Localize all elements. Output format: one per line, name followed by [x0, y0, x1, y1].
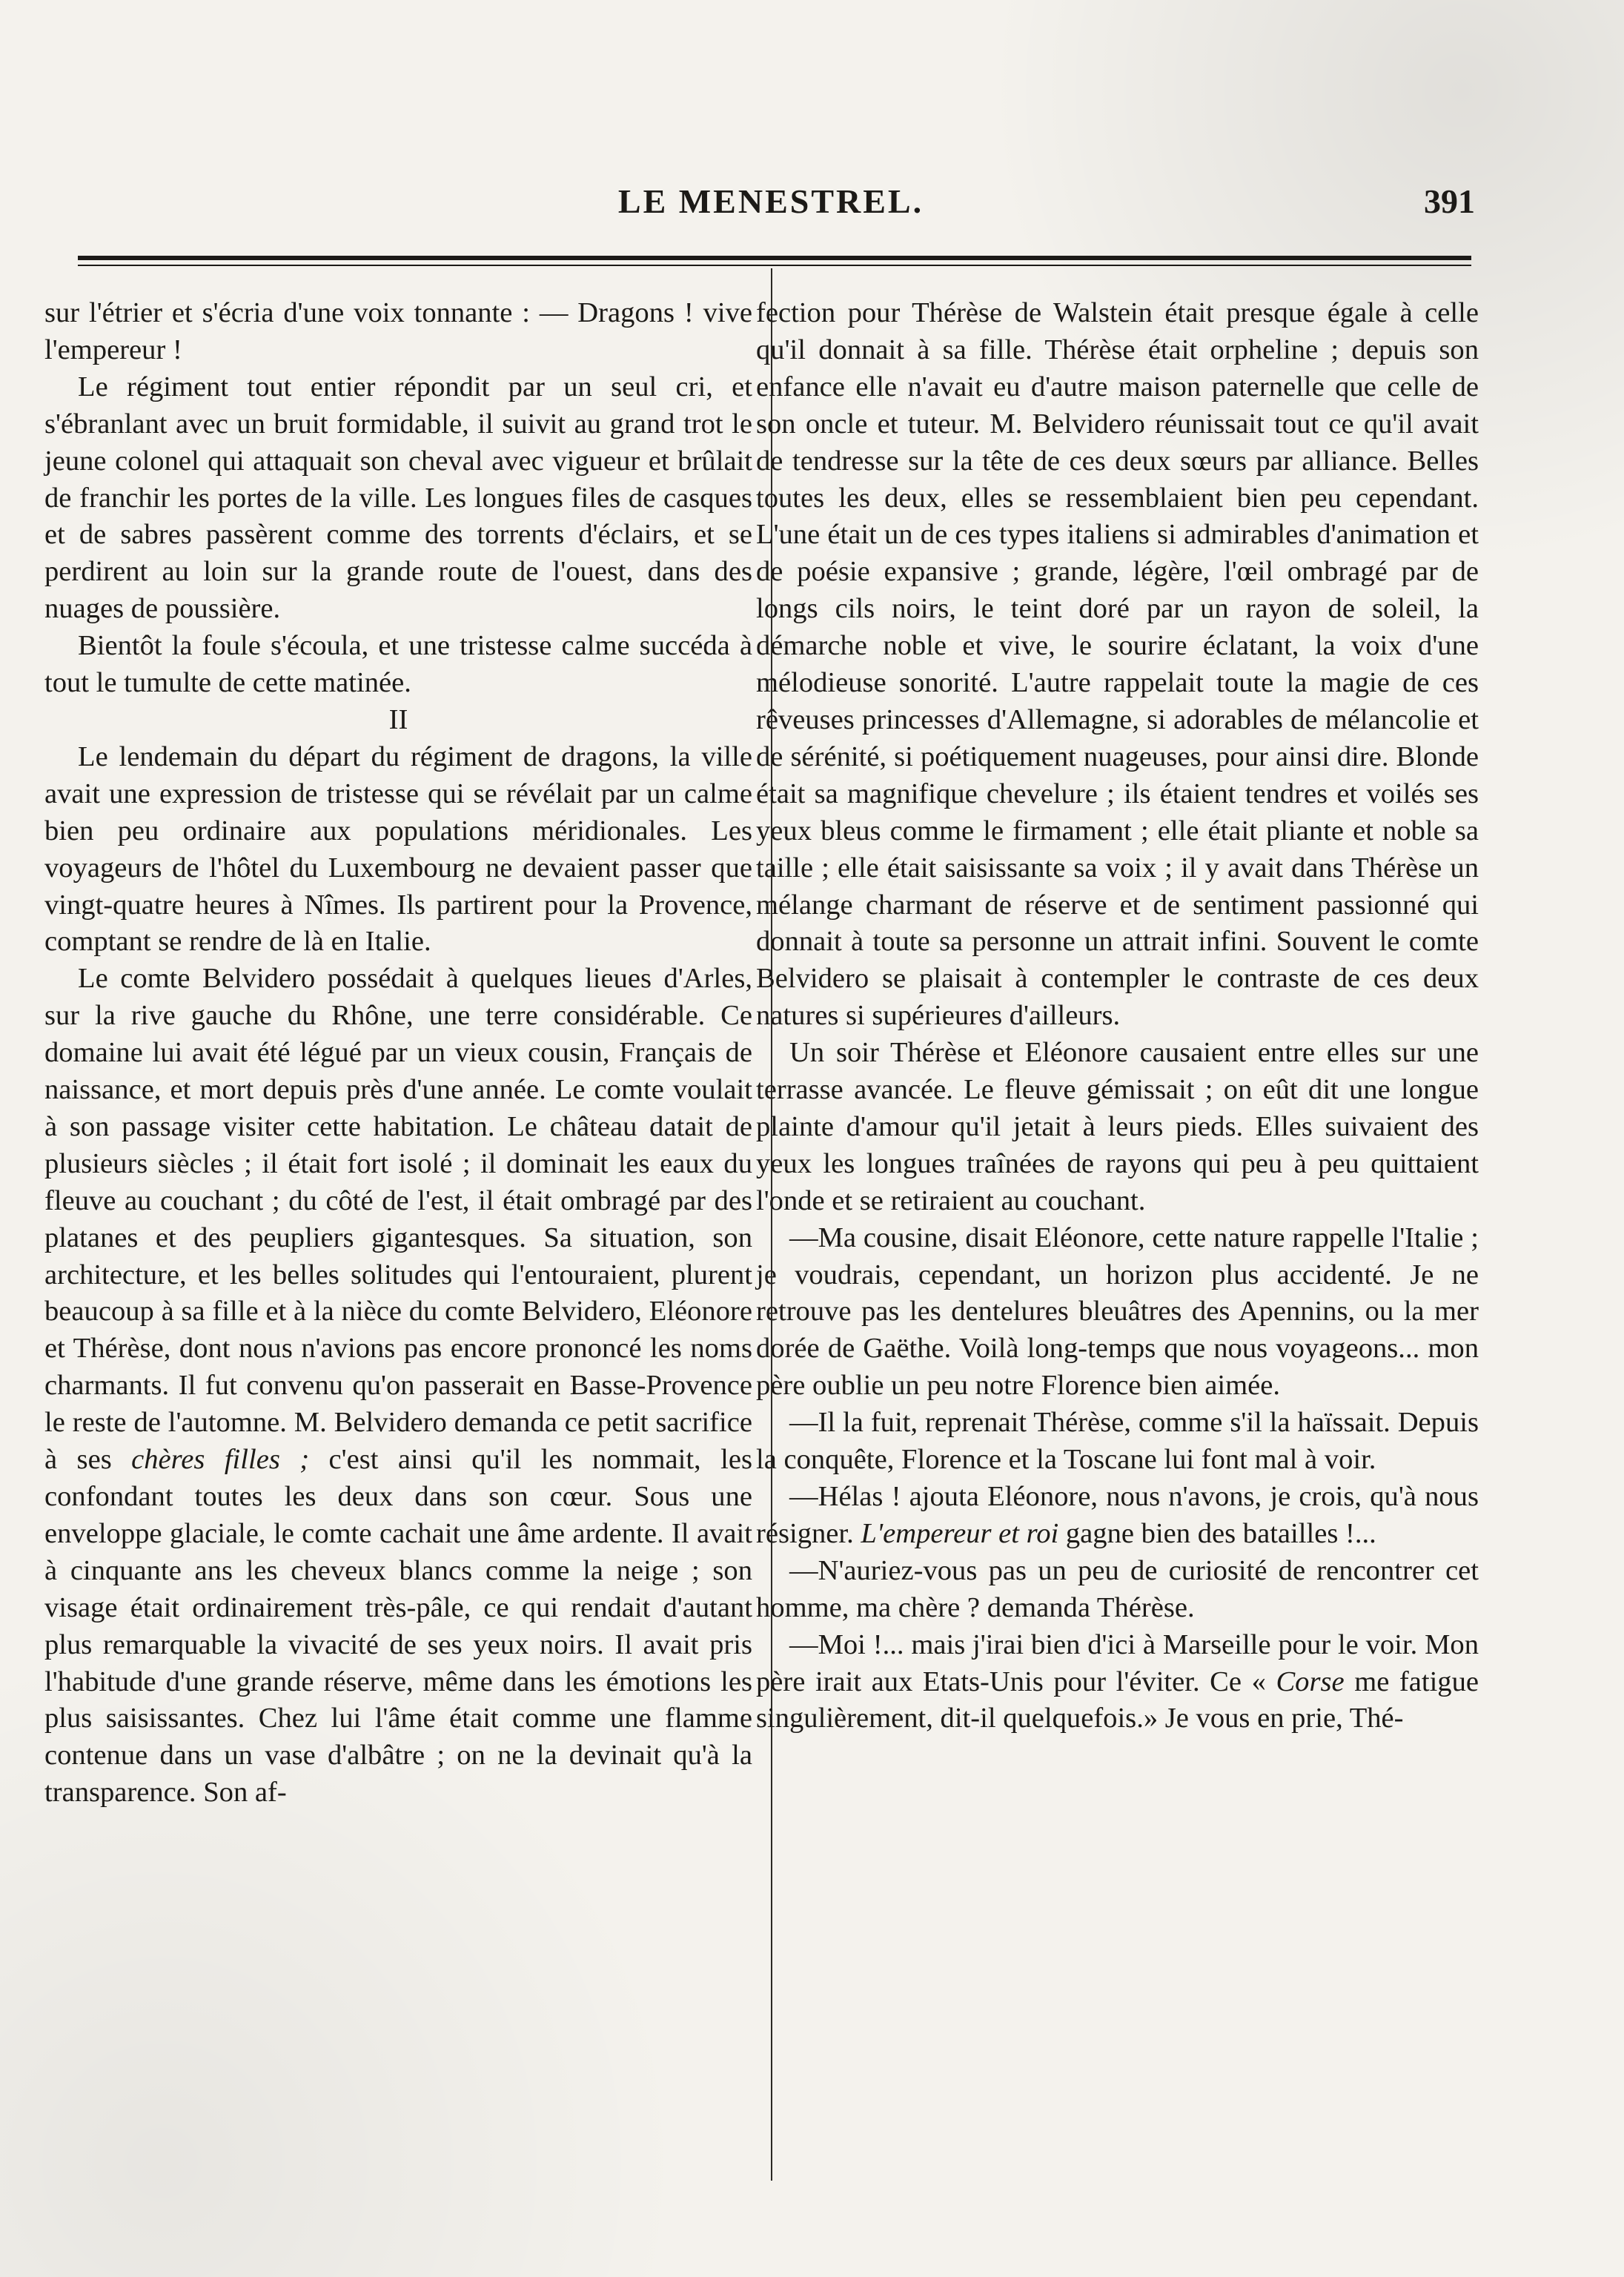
paragraph: —Il la fuit, reprenait Thérèse, comme s'il la haïssait. Depuis la conquête, Florence et la Toscane lui font mal à voir. [756, 1407, 1479, 1476]
text-run: gagne bien des batailles !... [1058, 1517, 1376, 1549]
text-run: c'est ainsi qu'il les nommait, les confondant toutes les deux dans son cœur. Sous une enveloppe glaciale, le comte cachait une âme ardente. Il avait à cinquante ans les cheveux blancs comme la neige ; son visage était ordinairement très-pâle, ce qui rendait d'autant plus remarquable la vivacité de ses yeux noirs. Il avait pris l'habitude d'une grande réserve, même dans les émotions les plus saisissantes. Chez lui l'âme était comme une flamme contenue dans un vase d'albâtre ; on ne la devinait qu'à la transparence. Son af- [44, 1444, 752, 1809]
text-run: Le comte Belvidero possédait à quelques lieues d'Arles, sur la rive gauche du Rhône, une terre considérable. Ce domaine lui avait été légué par un vieux cousin, Français de naissance, et mort depuis près d'une année. Le comte voulait à son passage visiter cette habitation. Le château datait de plusieurs siècles ; il était fort isolé ; il dominait les eaux du fleuve au couchant ; du côté de l'est, il était ombragé par des platanes et des peupliers gigantesques. Sa situation, son architecture, et les belles solitudes qui l'entouraient, plurent beaucoup à sa fille et à la nièce du comte Belvidero, Eléonore et Thérèse, dont nous n'avions pas encore prononcé les noms charmants. Il fut convenu qu'on passerait en Basse-Provence le reste de l'automne. M. Belvidero demanda ce petit sacrifice à ses [44, 963, 752, 1476]
italic-text: chères filles ; [131, 1444, 310, 1476]
text-run: —Moi !... mais j'irai bien d'ici à Marseille pour le voir. Mon père irait aux Etats-Unis pour l'éviter. Ce « [756, 1628, 1479, 1697]
text-run: —Hélas ! ajouta Eléonore, nous n'avons, je crois, qu'à nous résigner. [756, 1481, 1479, 1549]
italic-text: Corse [1276, 1666, 1345, 1697]
left-column [44, 295, 752, 1812]
paragraph [756, 1479, 1479, 1553]
paragraph: Un soir Thérèse et Eléonore causaient entre elles sur une terrasse avancée. Le fleuve gémissait ; on eût dit une longue plainte d'amour qu'il jetait à leurs pieds. Elles suivaient des yeux les longues traînées de rayons qui peu à peu quittaient l'onde et se retiraient au couchant. [756, 1037, 1479, 1216]
paragraph [44, 961, 752, 1812]
paragraph [756, 1627, 1479, 1738]
italic-text: L'empereur et roi [861, 1517, 1059, 1549]
header-rule-thick [78, 256, 1471, 260]
right-column [756, 295, 1479, 1737]
paragraph: fection pour Thérèse de Walstein était presque égale à celle qu'il donnait à sa fille. Thérèse était orpheline ; depuis son enfance elle n'avait eu d'autre maison paternelle que celle de son oncle et tuteur. M. Belvidero réunissait tout ce qu'il avait de tendresse sur la tête de ces deux sœurs par alliance. Belles toutes les deux, elles se ressemblaient bien peu cependant. L'une était un de ces types italiens si admirables d'animation et de poésie expansive ; grande, légère, l'œil ombragé par de longs cils noirs, le teint doré par un rayon de soleil, la démarche noble et vive, le sourire éclatant, la voix d'une mélodieuse sonorité. L'autre rappelait toute la magie de ces rêveuses princesses d'Allemagne, si adorables de mélancolie et de sérénité, si poétiquement nuageuses, pour ainsi dire. Blonde était sa magnifique chevelure ; ils étaient tendres et voilés ses yeux bleus comme le firmament ; elle était pliante et noble sa taille ; elle était saisissante sa voix ; il y avait dans Thérèse un mélange charmant de réserve et de sentiment passionné qui donnait à toute sa personne un attrait infini. Souvent le comte Belvidero se plaisait à contempler le contraste de ces deux natures si supérieures d'ailleurs. [756, 297, 1479, 1032]
paragraph: —Ma cousine, disait Eléonore, cette nature rappelle l'Italie ; je voudrais, cependant, un horizon plus accidenté. Je ne retrouve pas les dentelures bleuâtres des Apennins, ou la mer dorée de Gaëthe. Voilà long-temps que nous voyageons... mon père oublie un peu notre Florence bien aimée. [756, 1222, 1479, 1402]
paragraph: Bientôt la foule s'écoula, et une tristesse calme succéda à tout le tumulte de cette matinée. [44, 630, 752, 699]
paragraph: Le lendemain du départ du régiment de dragons, la ville avait une expression de tristesse qui se révélait par un calme bien peu ordinaire aux populations méridionales. Les voyageurs de l'hôtel du Luxembourg ne devaient passer que vingt-quatre heures à Nîmes. Ils partirent pour la Provence, comptant se rendre de là en Italie. [44, 740, 752, 958]
page-header [67, 182, 1475, 233]
journal-title: LE MENESTREL. [617, 182, 924, 220]
paragraph: —N'auriez-vous pas un peu de curiosité de rencontrer cet homme, ma chère ? demanda Thérèse. [756, 1554, 1479, 1623]
text-run: me fatigue singulièrement, dit-il quelquefois.» Je vous en prie, Thé- [756, 1666, 1479, 1734]
paragraph: sur l'étrier et s'écria d'une voix tonnante : — Dragons ! vive l'empereur ! [44, 297, 752, 365]
page-number: 391 [1424, 182, 1475, 220]
section-number: II [388, 703, 408, 735]
paragraph: Le régiment tout entier répondit par un seul cri, et s'ébranlant avec un bruit formidable, il suivit au grand trot le jeune colonel qui attaquait son cheval avec vigueur et brûlait de franchir les portes de la ville. Les longues files de casques et de sabres passèrent comme des torrents d'éclairs, et se perdirent au loin sur la grande route de l'ouest, dans des nuages de poussière. [44, 371, 752, 625]
header-rule-thin [78, 265, 1471, 266]
